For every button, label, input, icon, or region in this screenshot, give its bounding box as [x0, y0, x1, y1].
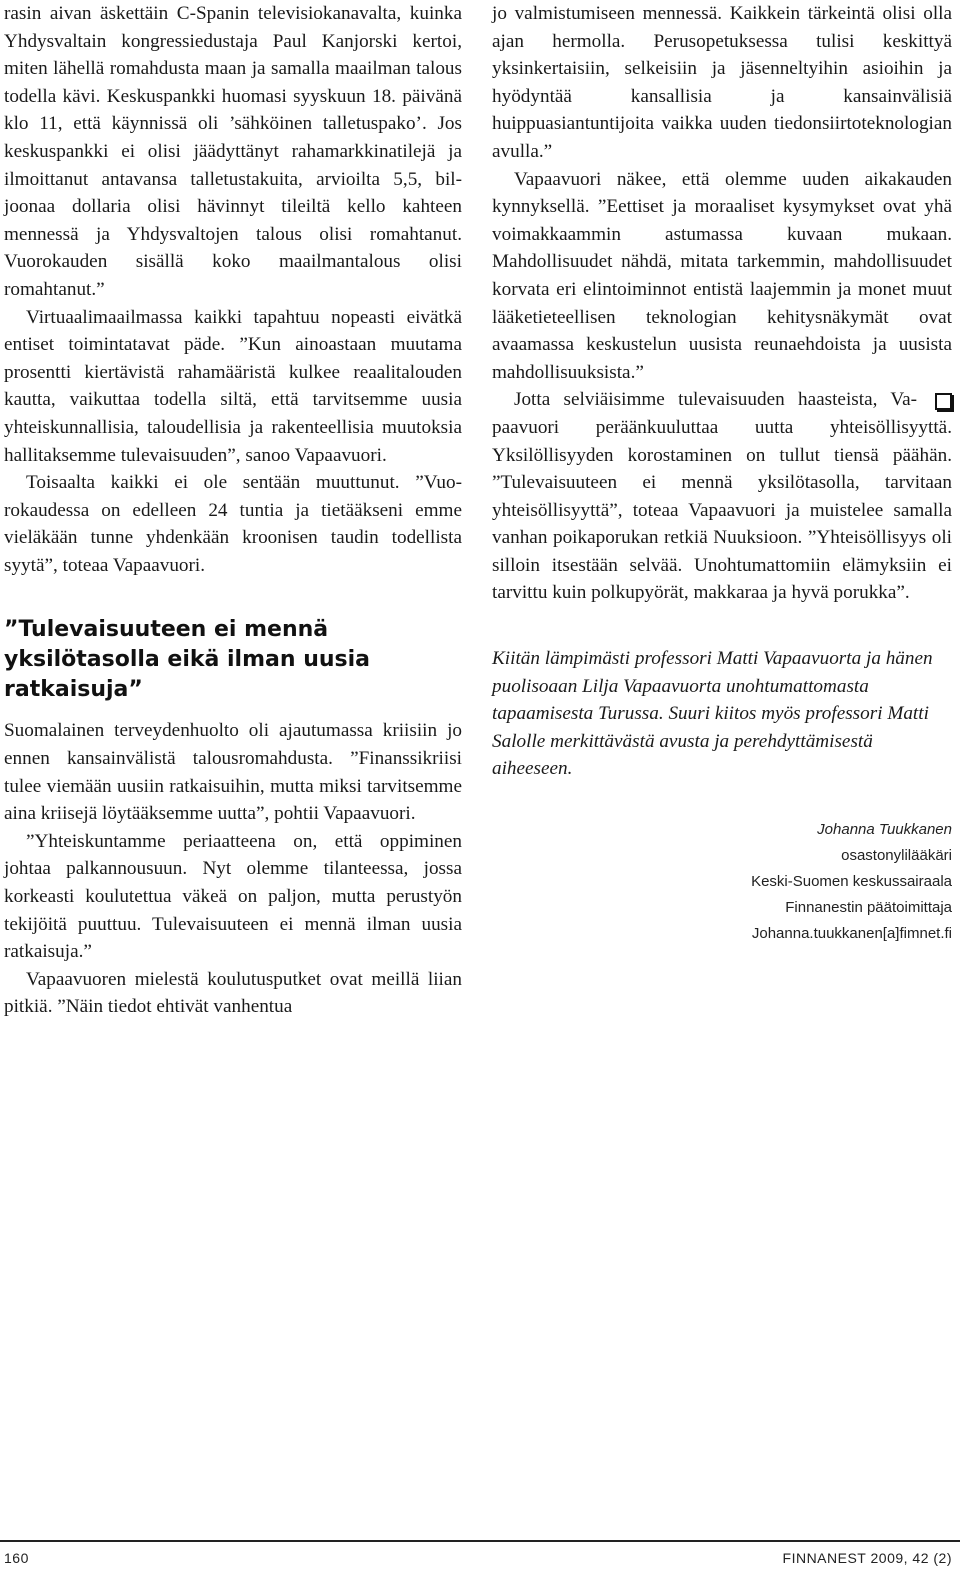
- body-paragraph: rasin aivan äskettäin C-Spanin televisiokanavalta, kuinka Yhdysvaltain kongressiedustaja Paul Kanjorski kertoi, miten lähellä romahdusta maan ja samalla maailman talous todella kävi. Keskuspankki huomasi syyskuun 18. päivänä klo 11, että käynnissä oli ’sähköinen talletuspako’. Jos keskuspankki ei olisi jäädyttänyt rahamarkkinatilejä ja ilmoittanut antavansa talletustakuita, arvioilta 5,5, biljoonaa dollaria olisi hävinnyt tileiltä kello kahteen mennessä ja Yhdysvaltojen talous olisi romahtanut. Vuorokauden sisällä koko maailmantalous olisi romahtanut.”: [4, 3, 462, 300]
- author-role: Finnanestin päätoimittaja: [785, 899, 952, 917]
- author-email: Johanna.tuukkanen[a]fimnet.fi: [751, 925, 952, 943]
- body-paragraph: Jotta selviäisimme tulevaisuuden haasteista, Vapaavuori peräänkuuluttaa uutta yhteisöllisyyttä. Yksilöllisyyden korostaminen on tullut tiensä päähän. ”Tulevaisuuteen ei mennä yksilötasolla, tarvitaan yhteisöllisyyttä”, toteaa Vapaavuori ja muistelee samalla vanhan poikaporukan retkiä Nuuksioon. ”Yhteisöllisyys oli silloin itsestään selvää. Unohtumattomiin elämyksiin ei tarvittu kuin polkupyörät, makkaraa ja hyvä porukka”.: [492, 389, 952, 604]
- body-paragraph: Toisaalta kaikki ei ole sentään muuttunut. ”Vuorokaudessa on edelleen 24 tuntia ja tietääkseni emme vieläkään tunne yhdenkään kroonisen taudin todellista syytä”, toteaa Vapaavuori.: [4, 472, 462, 576]
- acknowledgement: Kiitän lämpimästi professori Matti Vapaavuorta ja hänen puolisoaan Lilja Vapaavuorta unohtumattomasta tapaamisesta Turussa. Suuri kiitos myös professori Matti Salolle merkittävästä avusta ja perehdyttämisestä aiheeseen.: [492, 648, 933, 780]
- right-column: [492, 0, 952, 947]
- author-title: osastonylilääkäri: [841, 847, 952, 865]
- body-paragraph: jo valmistumiseen mennessä. Kaikkein tärkeintä olisi olla ajan hermolla. Perusopetuksessa tulisi keskittyä yksinkertaisiin, selkeisiin ja jäsenneltyihin asioihin ja hyödyntää kansallisia ja kansainvälisiä huippuasiantuntijoita vaikka uuden tiedonsiirtoteknologian avulla.”: [492, 3, 952, 162]
- body-paragraph: Vapaavuori näkee, että olemme uuden aikakauden kynnyksellä. ”Eettiset ja moraaliset kysymykset ovat yhä voimakkaammin astumassa kuvaan mukaan. Mahdollisuudet nähdä, mitata tarkemmin, mahdollisuudet korvata eri elintoiminnot entistä laajemmin ja monet muut lääketieteellisen teknologian kehitysnäkymät ovat avaamassa keskustelun uusista reunaehdoista ja uusista mahdollisuuksista.”: [492, 168, 952, 383]
- end-of-article-icon: [935, 393, 952, 410]
- journal-citation: FINNANEST 2009, 42 (2): [782, 1550, 952, 1566]
- body-paragraph: ”Yhteiskuntamme periaatteena on, että oppiminen johtaa palkannousuun. Nyt olemme tilanteessa, jossa korkeasti koulutettua väkeä on paljon, mutta perustyön tekijöitä puuttuu. Tulevaisuuteen ei mennä ilman uusia ratkaisuja.”: [4, 830, 462, 963]
- left-column: [4, 0, 462, 1021]
- footer-divider: [0, 1540, 960, 1542]
- author-signature: [492, 817, 952, 947]
- author-name: Johanna Tuukkanen: [817, 821, 952, 839]
- body-paragraph: Vapaavuoren mielestä koulutusputket ovat meillä liian pitkiä. ”Näin tiedot ehtivät vanhentua: [4, 968, 462, 1018]
- section-heading: ”Tulevaisuuteen ei mennä yksilötasolla eikä ilman uusia ratkaisuja”: [4, 617, 370, 703]
- body-paragraph: Suomalainen terveydenhuolto oli ajautumassa kriisiin jo ennen kansainvälistä talousromahdusta. ”Finanssikriisi tulee viemään uusiin ratkaisuihin, mutta miksi tarvitsemme aina kriisejä löytääksemme uutta”, pohtii Vapaavuori.: [4, 720, 462, 825]
- body-paragraph: Virtuaalimaailmassa kaikki tapahtuu nopeasti eivätkä entiset toimintatavat päde. ”Kun ainoastaan muutama prosentti kiertävistä rahamääristä kulkee reaalitalouden kautta, vaikuttaa todella siltä, että tarvitsemme uusia yhteiskunnallisia, taloudellisia ja rakenteellisia muutoksia hallitaksemme tulevaisuuden”, sanoo Vapaavuori.: [4, 306, 462, 466]
- page-number: 160: [4, 1550, 29, 1566]
- author-workplace: Keski-Suomen keskussairaala: [751, 873, 952, 891]
